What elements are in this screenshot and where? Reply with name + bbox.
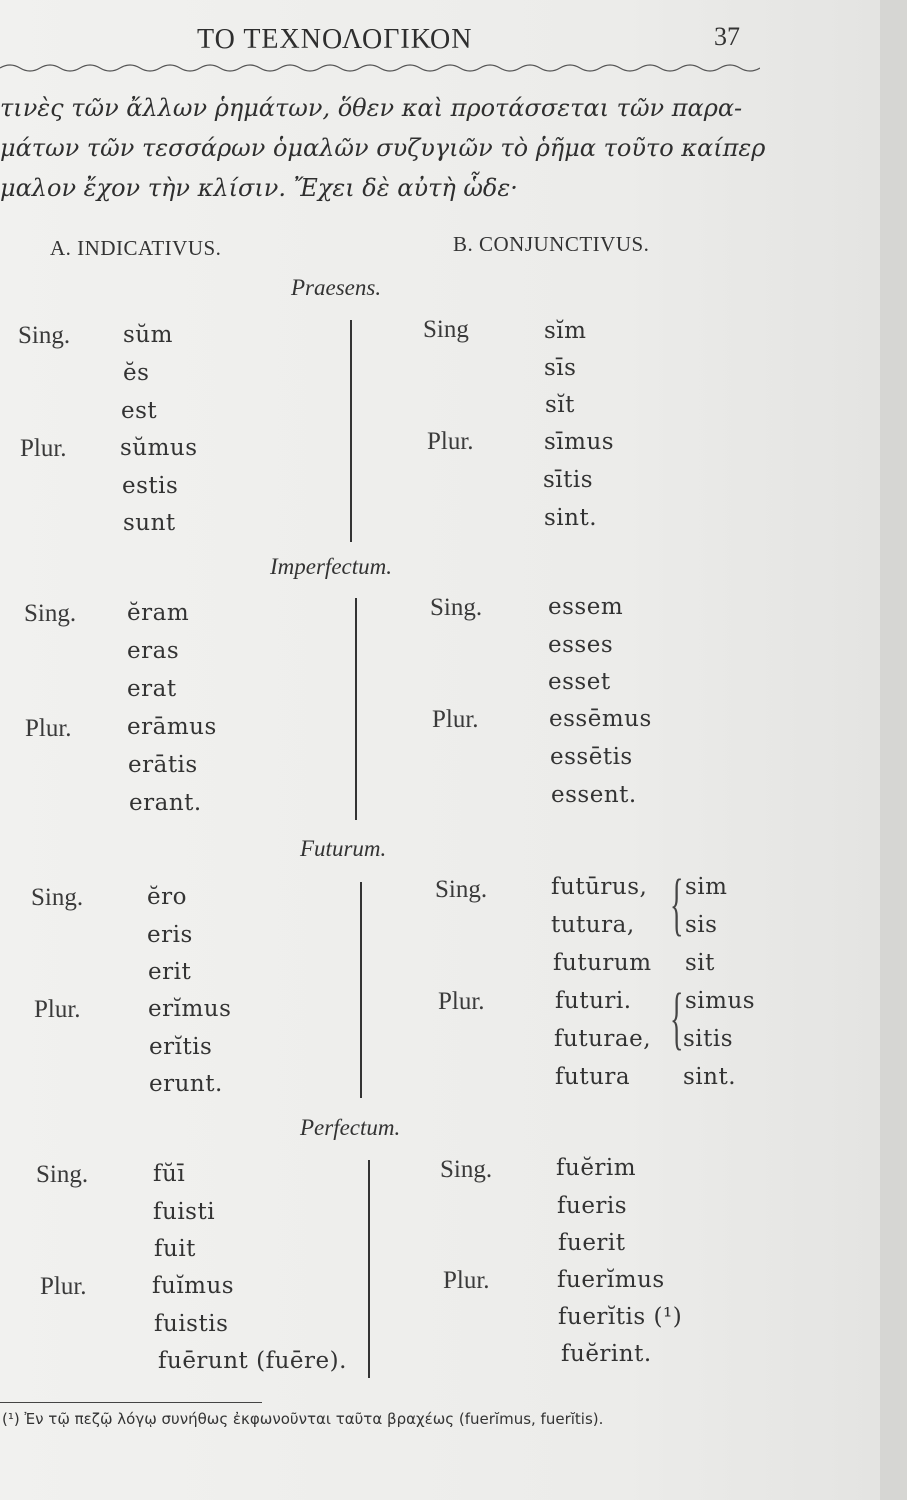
praesens-conj-plur-label: Plur. bbox=[427, 428, 474, 455]
praesens-ind-form-3: est bbox=[121, 398, 158, 424]
praesens-ind-form-4: sŭmus bbox=[120, 435, 198, 461]
praesens-conj-form-2: sīs bbox=[544, 355, 577, 381]
imperfectum-conj-sing-label: Sing. bbox=[430, 594, 483, 621]
imperfectum-conj-form-4: essēmus bbox=[549, 706, 652, 732]
imperfectum-conj-form-6: essent. bbox=[551, 782, 637, 808]
imperfectum-conj-form-5: essētis bbox=[550, 744, 633, 770]
perfectum-divider bbox=[368, 1160, 370, 1378]
praesens-conj-form-4: sīmus bbox=[544, 429, 615, 455]
futurum-ind-sing-label: Sing. bbox=[31, 884, 84, 911]
futurum-aux-6: sint. bbox=[683, 1064, 737, 1090]
tense-heading-perfectum: Perfectum. bbox=[300, 1115, 401, 1140]
intro-line-1: τινὲς τῶν ἄλλων ῥημάτων, ὅθεν καὶ προτάσσεται τῶν παρα- bbox=[0, 94, 743, 122]
imperfectum-ind-form-1: ĕram bbox=[127, 600, 190, 626]
imperfectum-ind-form-2: eras bbox=[127, 638, 180, 664]
praesens-conj-form-1: sĭm bbox=[544, 318, 587, 344]
praesens-ind-form-5: estis bbox=[122, 473, 179, 499]
imperfectum-conj-form-1: essem bbox=[548, 594, 624, 620]
futurum-ind-form-1: ĕro bbox=[147, 884, 187, 910]
imperfectum-ind-form-3: erat bbox=[127, 676, 177, 702]
futurum-plur-brace: { bbox=[670, 980, 684, 1057]
futurum-conj-form-6: futura bbox=[555, 1064, 631, 1090]
perfectum-ind-form-4: fuĭmus bbox=[152, 1273, 235, 1299]
perfectum-conj-sing-label: Sing. bbox=[440, 1156, 493, 1183]
imperfectum-ind-plur-label: Plur. bbox=[25, 715, 72, 742]
praesens-ind-form-1: sŭm bbox=[123, 322, 173, 348]
header-wavy-rule bbox=[0, 58, 760, 76]
perfectum-conj-form-5: fuerĭtis (¹) bbox=[558, 1304, 683, 1330]
praesens-conj-form-5: sītis bbox=[543, 467, 594, 493]
perfectum-conj-form-2: fueris bbox=[557, 1193, 628, 1219]
futurum-aux-3: sit bbox=[685, 950, 715, 976]
perfectum-conj-form-1: fuĕrim bbox=[556, 1155, 637, 1181]
footnote: (¹) Ἐν τῷ πεζῷ λόγῳ συνήθως ἐκφωνοῦνται ταῦτα βραχέως (fuerĭmus, fuerĭtis). bbox=[2, 1410, 604, 1428]
futurum-conj-sing-label: Sing. bbox=[435, 876, 488, 903]
imperfectum-conj-form-2: esses bbox=[548, 632, 614, 658]
futurum-ind-form-3: erit bbox=[148, 959, 192, 985]
perfectum-ind-sing-label: Sing. bbox=[36, 1161, 89, 1188]
futurum-aux-4: simus bbox=[685, 988, 756, 1014]
futurum-conj-form-4: futuri. bbox=[555, 988, 632, 1014]
intro-line-3: μαλον ἔχον τὴν κλίσιν. Ἔχει δὲ αὐτὴ ὧδε· bbox=[0, 174, 518, 202]
futurum-ind-plur-label: Plur. bbox=[34, 996, 81, 1023]
futurum-conj-form-3: futurum bbox=[553, 950, 652, 976]
imperfectum-divider bbox=[355, 598, 357, 820]
futurum-divider bbox=[360, 882, 362, 1098]
praesens-ind-plur-label: Plur. bbox=[20, 435, 67, 462]
perfectum-conj-plur-label: Plur. bbox=[443, 1267, 490, 1294]
imperfectum-ind-form-5: erātis bbox=[128, 752, 198, 778]
futurum-ind-form-2: eris bbox=[147, 922, 193, 948]
imperfectum-ind-sing-label: Sing. bbox=[24, 600, 77, 627]
praesens-ind-form-6: sunt bbox=[123, 510, 176, 536]
imperfectum-ind-form-4: erāmus bbox=[127, 714, 217, 740]
futurum-aux-2: sis bbox=[685, 912, 718, 938]
perfectum-conj-form-6: fuĕrint. bbox=[561, 1341, 652, 1367]
perfectum-ind-form-2: fuisti bbox=[153, 1199, 216, 1225]
running-header-title: ΤΟ ΤΕΧΝΟΛΟΓΙΚΟΝ bbox=[197, 24, 473, 55]
perfectum-ind-plur-label: Plur. bbox=[40, 1273, 87, 1300]
futurum-ind-form-6: erunt. bbox=[149, 1071, 223, 1097]
imperfectum-ind-form-6: erant. bbox=[129, 790, 202, 816]
perfectum-ind-form-5: fuistis bbox=[154, 1311, 229, 1337]
futurum-ind-form-5: erĭtis bbox=[149, 1034, 213, 1060]
tense-heading-imperfectum: Imperfectum. bbox=[270, 554, 392, 579]
imperfectum-conj-plur-label: Plur. bbox=[432, 706, 479, 733]
futurum-ind-form-4: erĭmus bbox=[148, 996, 232, 1022]
praesens-divider bbox=[350, 320, 352, 542]
praesens-conj-form-6: sint. bbox=[544, 505, 598, 531]
praesens-conj-form-3: sĭt bbox=[545, 392, 575, 418]
perfectum-conj-form-3: fuerit bbox=[558, 1230, 626, 1256]
page-number: 37 bbox=[714, 22, 740, 51]
page-edge-shadow bbox=[880, 0, 907, 1500]
tense-heading-praesens: Praesens. bbox=[291, 275, 382, 300]
perfectum-conj-form-4: fuerĭmus bbox=[557, 1267, 665, 1293]
column-heading-conjunctivus: B. CONJUNCTIVUS. bbox=[453, 232, 650, 256]
futurum-conj-plur-label: Plur. bbox=[438, 988, 485, 1015]
tense-heading-futurum: Futurum. bbox=[300, 836, 387, 861]
intro-line-2: μάτων τῶν τεσσάρων ὁμαλῶν συζυγιῶν τὸ ῥῆμα τοῦτο καίπερ bbox=[0, 134, 766, 162]
footnote-rule bbox=[0, 1402, 262, 1403]
futurum-aux-5: sitis bbox=[683, 1026, 734, 1052]
futurum-conj-form-2: tutura, bbox=[551, 912, 635, 938]
column-heading-indicativus: A. INDICATIVUS. bbox=[50, 236, 222, 260]
futurum-aux-1: sim bbox=[685, 874, 728, 900]
praesens-conj-sing-label: Sing bbox=[423, 316, 469, 343]
perfectum-ind-form-6: fuērunt (fuēre). bbox=[158, 1348, 347, 1374]
praesens-ind-form-2: ĕs bbox=[123, 360, 150, 386]
imperfectum-conj-form-3: esset bbox=[548, 669, 611, 695]
perfectum-ind-form-3: fuit bbox=[154, 1236, 196, 1262]
perfectum-ind-form-1: fŭī bbox=[153, 1161, 186, 1187]
futurum-conj-form-1: futūrus, bbox=[551, 874, 648, 900]
futurum-sing-brace: { bbox=[670, 866, 684, 943]
praesens-ind-sing-label: Sing. bbox=[18, 322, 71, 349]
futurum-conj-form-5: futurae, bbox=[554, 1026, 652, 1052]
